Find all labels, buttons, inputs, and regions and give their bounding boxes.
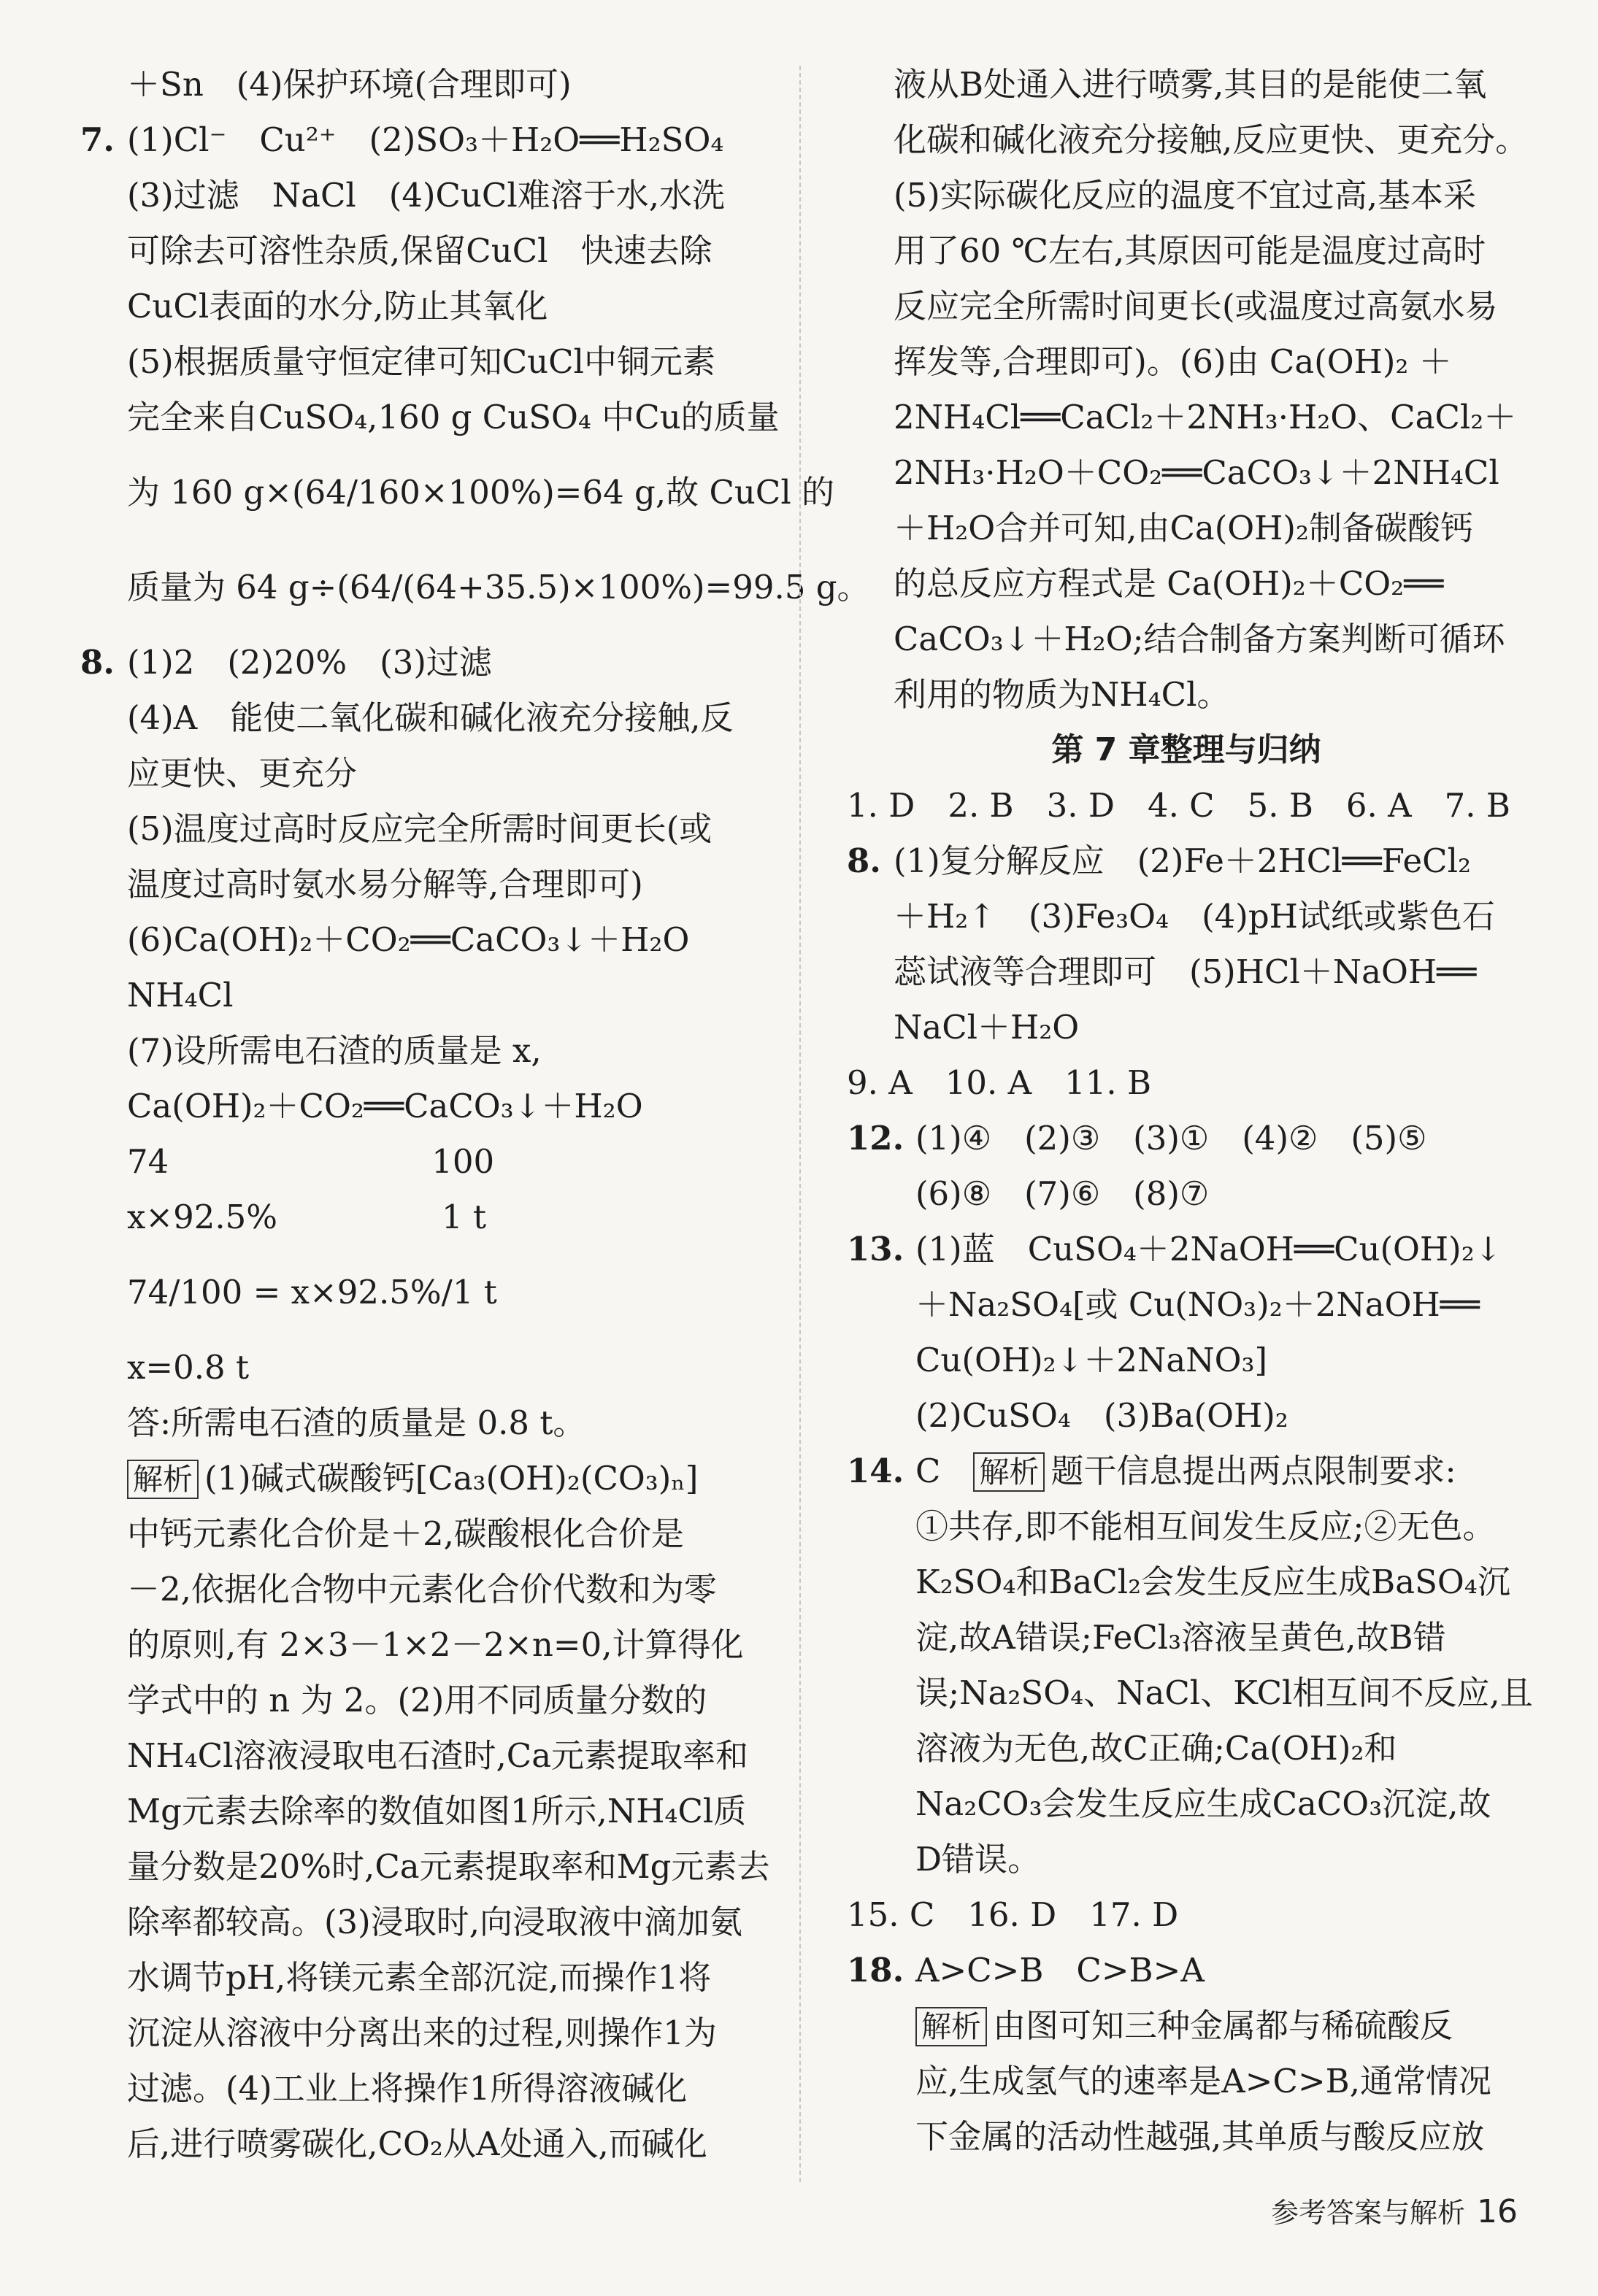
analysis-label: 解析: [973, 1452, 1045, 1492]
question-number: 8.: [847, 841, 881, 880]
text-line: 沉淀从溶液中分离出来的过程,则操作1为: [127, 2014, 717, 2052]
text-line: x=0.8 t: [127, 1348, 250, 1387]
question-line: [847, 833, 1526, 889]
text-line: CuCl表面的水分,防止其氧化: [127, 287, 548, 325]
analysis-text: (1)碱式碳酸钙[Ca₃(OH)₂(CO₃)ₙ]: [204, 1459, 699, 1498]
text-line: 的总反应方程式是 Ca(OH)₂＋CO₂══: [894, 564, 1444, 603]
text-line: D错误。: [915, 1840, 1041, 1879]
text-line: 应更快、更充分: [127, 754, 358, 793]
text-line: ①共存,即不能相互间发生反应;②无色。: [915, 1507, 1496, 1546]
text-line: 为 160 g×(64/160×100%)=64 g,故 CuCl 的: [127, 473, 835, 512]
answer-text: (1)④ (2)③ (3)① (4)② (5)⑤: [915, 1119, 1427, 1157]
answer-choice: C: [915, 1452, 974, 1490]
text-line: 的原则,有 2×3－1×2－2×n=0,计算得化: [127, 1625, 744, 1664]
text-line: 除率都较高。(3)浸取时,向浸取液中滴加氨: [127, 1903, 743, 1941]
page-footer: [1271, 2190, 1518, 2230]
text-line: 74 100: [127, 1142, 495, 1181]
question-number: 18.: [847, 1951, 904, 1989]
text-line: 后,进行喷雾碳化,CO₂从A处通入,而碱化: [127, 2124, 707, 2163]
text-line: NH₄Cl: [127, 976, 234, 1014]
text-line: (5)实际碳化反应的温度不宜过高,基本采: [894, 176, 1477, 215]
text-line: 下金属的活动性越强,其单质与酸反应放: [915, 2117, 1485, 2156]
answer-text: A>C>B C>B>A: [915, 1951, 1205, 1989]
text-line: (2)CuSO₄ (3)Ba(OH)₂: [915, 1396, 1288, 1435]
text-line: NaCl＋H₂O: [894, 1008, 1080, 1047]
text-line: ＋Na₂SO₄[或 Cu(NO₃)₂＋2NaOH══: [915, 1285, 1480, 1324]
answer-list-line: 1. D 2. B 3. D 4. C 5. B 6. A 7. B: [847, 786, 1510, 825]
answer-text: 题干信息提出两点限制要求:: [1050, 1452, 1456, 1490]
text-line: 用了60 ℃左右,其原因可能是温度过高时: [894, 231, 1486, 270]
analysis-label: 解析: [915, 2007, 987, 2046]
text-line: (6)⑧ (7)⑥ (8)⑦: [915, 1174, 1210, 1213]
text-line: 学式中的 n 为 2。(2)用不同质量分数的: [127, 1681, 707, 1719]
question-line: [847, 1444, 1526, 1499]
left-column: [80, 57, 870, 2172]
text-line: 答:所需电石渣的质量是 0.8 t。: [127, 1403, 586, 1442]
text-line: 中钙元素化合价是＋2,碳酸根化合价是: [127, 1514, 684, 1553]
text-line: 完全来自CuSO₄,160 g CuSO₄ 中Cu的质量: [127, 398, 780, 436]
text-line: 反应完全所需时间更长(或温度过高氨水易: [894, 287, 1498, 325]
text-line: 2NH₃·H₂O＋CO₂══CaCO₃↓＋2NH₄Cl: [894, 453, 1499, 492]
analysis-line: [80, 1451, 788, 1506]
answer-list-line: 15. C 16. D 17. D: [847, 1895, 1179, 1934]
text-line: (5)温度过高时反应完全所需时间更长(或: [127, 809, 712, 848]
text-line: 挥发等,合理即可)。(6)由 Ca(OH)₂ ＋: [894, 342, 1452, 381]
text-line: 应,生成氢气的速率是A>C>B,通常情况: [915, 2062, 1492, 2100]
text-line: (3)过滤 NaCl (4)CuCl难溶于水,水洗: [127, 176, 726, 215]
text-line: 淀,故A错误;FeCl₃溶液呈黄色,故B错: [915, 1618, 1446, 1657]
answer-text: (1)2 (2)20% (3)过滤: [127, 643, 492, 682]
text-line: 可除去可溶性杂质,保留CuCl 快速去除: [127, 231, 712, 270]
question-line: [80, 112, 788, 168]
text-line: Cu(OH)₂↓＋2NaNO₃]: [915, 1341, 1268, 1379]
text-line: 液从B处通入进行喷雾,其目的是能使二氧: [894, 65, 1487, 104]
page-number: 16: [1477, 2193, 1518, 2230]
analysis-text: 由图可知三种金属都与稀硫酸反: [993, 2006, 1453, 2045]
text-line: NH₄Cl溶液浸取电石渣时,Ca元素提取率和: [127, 1736, 749, 1775]
question-line: [847, 1943, 1526, 1998]
text-line: Mg元素去除率的数值如图1所示,NH₄Cl质: [127, 1792, 747, 1830]
question-number: 12.: [847, 1119, 904, 1157]
text-line: 过滤。(4)工业上将操作1所得溶液碱化: [127, 2069, 688, 2108]
text-line: 量分数是20%时,Ca元素提取率和Mg元素去: [127, 1847, 770, 1886]
text-line: 74/100 = x×92.5%/1 t: [127, 1273, 497, 1311]
text-line: (5)根据质量守恒定律可知CuCl中铜元素: [127, 342, 715, 381]
question-line: [847, 1111, 1526, 1166]
text-line: ＋H₂O合并可知,由Ca(OH)₂制备碳酸钙: [894, 509, 1474, 547]
text-line: 2NH₄Cl══CaCl₂＋2NH₃·H₂O、CaCl₂＋: [894, 398, 1517, 436]
answer-text: (1)蓝 CuSO₄＋2NaOH══Cu(OH)₂↓: [915, 1230, 1502, 1268]
text-line: 水调节pH,将镁元素全部沉淀,而操作1将: [127, 1958, 712, 1997]
column-divider: [799, 66, 801, 2182]
text-line: (6)Ca(OH)₂＋CO₂══CaCO₃↓＋H₂O: [127, 920, 690, 959]
analysis-line: [847, 1998, 1526, 2054]
text-line: 溶液为无色,故C正确;Ca(OH)₂和: [915, 1729, 1397, 1768]
answer-text: (1)Cl⁻ Cu²⁺ (2)SO₃＋H₂O══H₂SO₄: [127, 120, 724, 159]
text-line: 质量为 64 g÷(64/(64+35.5)×100%)=99.5 g。: [127, 568, 870, 606]
text-line: 温度过高时氨水易分解等,合理即可): [127, 865, 643, 904]
text-line: 蕊试液等合理即可 (5)HCl＋NaOH══: [894, 952, 1477, 991]
text-line: x×92.5% 1 t: [127, 1198, 487, 1236]
question-line: [847, 1222, 1526, 1277]
footer-label: 参考答案与解析: [1270, 2197, 1465, 2229]
text-line: Ca(OH)₂＋CO₂══CaCO₃↓＋H₂O: [127, 1087, 643, 1125]
text-line: 化碳和碱化液充分接触,反应更快、更充分。: [894, 120, 1529, 159]
text-line: ＋Sn (4)保护环境(合理即可): [127, 65, 572, 104]
question-number: 7.: [80, 120, 115, 159]
right-column: [847, 57, 1533, 2165]
question-number: 8.: [80, 643, 115, 682]
text-line: (7)设所需电石渣的质量是 x,: [127, 1031, 542, 1070]
text-line: 误;Na₂SO₄、NaCl、KCl相互间不反应,且: [915, 1673, 1533, 1712]
question-number: 13.: [847, 1230, 904, 1268]
analysis-label: 解析: [127, 1460, 199, 1499]
text-line: K₂SO₄和BaCl₂会发生反应生成BaSO₄沉: [915, 1563, 1510, 1601]
text-line: (4)A 能使二氧化碳和碱化液充分接触,反: [127, 698, 734, 737]
answer-list-line: 9. A 10. A 11. B: [847, 1063, 1152, 1102]
question-number: 14.: [847, 1452, 904, 1490]
section-title: 第 7 章整理与归纳: [1051, 731, 1321, 768]
answer-text: (1)复分解反应 (2)Fe＋2HCl══FeCl₂: [894, 841, 1472, 880]
question-line: [80, 635, 788, 690]
text-line: CaCO₃↓＋H₂O;结合制备方案判断可循环: [894, 620, 1505, 658]
text-line: Na₂CO₃会发生反应生成CaCO₃沉淀,故: [915, 1784, 1491, 1823]
text-line: 利用的物质为NH₄Cl。: [894, 675, 1230, 714]
text-line: ＋H₂↑ (3)Fe₃O₄ (4)pH试纸或紫色石: [894, 897, 1495, 936]
text-line: －2,依据化合物中元素化合价代数和为零: [127, 1570, 717, 1609]
